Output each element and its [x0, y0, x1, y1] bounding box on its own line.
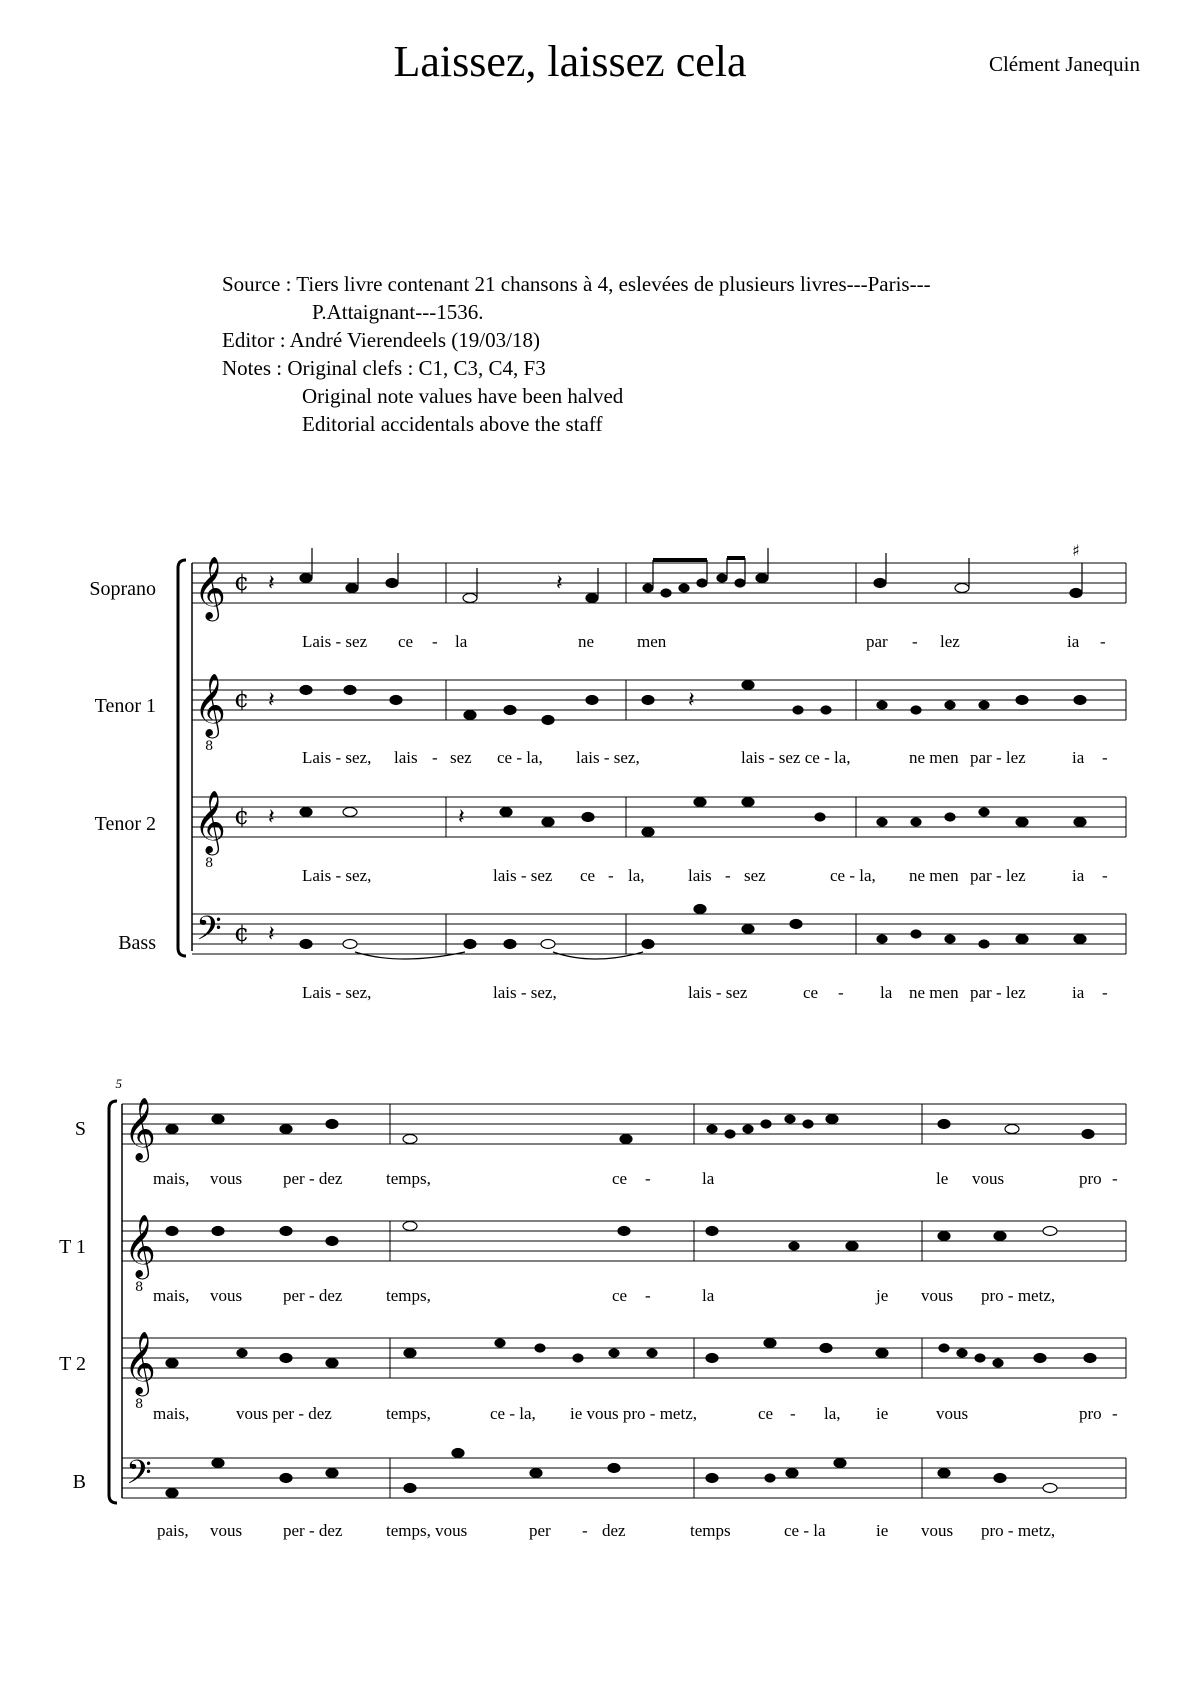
lyric: sez — [744, 866, 766, 885]
staff-lines-tenor1 — [192, 680, 1126, 720]
staff-label-bass: Bass — [118, 932, 156, 954]
lyric: temps — [690, 1521, 731, 1540]
lyric: temps, vous — [386, 1521, 468, 1540]
staff-label-t1: T 1 — [59, 1236, 86, 1258]
lyric: mais, — [153, 1286, 190, 1305]
source-line-2: P.Attaignant---1536. — [312, 300, 484, 324]
lyric: vous — [210, 1169, 243, 1188]
treble-clef-icon: 𝄞 — [124, 1097, 156, 1160]
lyric: - — [1102, 983, 1108, 1002]
lyric: temps, — [386, 1169, 431, 1188]
lyric: ce — [612, 1286, 628, 1305]
lyric: pais, — [157, 1521, 189, 1540]
notes-line-2: Original note values have been halved — [302, 384, 624, 408]
lyric: - — [1102, 748, 1108, 767]
staff-label-b: B — [72, 1471, 86, 1493]
lyric: ne — [578, 632, 595, 651]
composer-name: Clément Janequin — [988, 52, 1140, 76]
notes-tenor1-s1 — [268, 681, 1086, 725]
lyric: - — [432, 748, 438, 767]
lyric: lez — [940, 632, 960, 651]
lyric: la — [702, 1286, 715, 1305]
lyric: mais, — [153, 1169, 190, 1188]
measure-number: 5 — [115, 1076, 122, 1091]
cut-time-icon: ¢ — [234, 685, 250, 713]
lyric: ne men — [909, 983, 959, 1002]
lyric: per - dez — [283, 1286, 343, 1305]
staff-label-soprano: Soprano — [89, 578, 156, 600]
lyric: - — [1112, 1404, 1118, 1423]
treble-clef-icon: 𝄞 — [194, 556, 226, 619]
lyric: ia — [1072, 866, 1085, 885]
lyric: vous per - dez — [236, 1404, 332, 1423]
lyric: ce — [758, 1404, 774, 1423]
lyric: - — [1112, 1169, 1118, 1188]
rest-icon: 𝄽 — [556, 570, 563, 595]
lyric: Lais - sez, — [302, 748, 372, 767]
octave-mark: 8 — [205, 739, 214, 754]
lyric: - — [1102, 866, 1108, 885]
cut-time-icon: ¢ — [234, 919, 250, 947]
clefs-s2 — [124, 1097, 156, 1500]
lyric: - — [645, 1286, 651, 1305]
staff-label-tenor1: Tenor 1 — [94, 695, 156, 717]
system-2 — [109, 1101, 1126, 1503]
lyric: Lais - sez, — [302, 983, 372, 1002]
staff-label-t2: T 2 — [59, 1353, 86, 1375]
bass-clef-icon: 𝄢 — [126, 1454, 152, 1500]
lyric: Lais - sez — [302, 632, 368, 651]
lyric: - — [432, 632, 438, 651]
lyric: vous — [972, 1169, 1005, 1188]
lyric: temps, — [386, 1286, 431, 1305]
lyric: la — [880, 983, 893, 1002]
rest-icon: 𝄽 — [268, 921, 275, 946]
editor-line: Editor : André Vierendeels (19/03/18) — [222, 328, 540, 352]
lyric: men — [637, 632, 667, 651]
lyric: ne men — [909, 866, 959, 885]
notes-line-3: Editorial accidentals above the staff — [302, 412, 603, 436]
lyric: pro — [1079, 1169, 1102, 1188]
system-bracket — [178, 560, 186, 956]
staff-label-tenor2: Tenor 2 — [94, 813, 156, 835]
lyric: lais — [394, 748, 418, 767]
treble-clef-icon: 𝄞 — [194, 790, 226, 853]
lyric: lais — [688, 866, 712, 885]
barlines-s1 — [446, 563, 1126, 954]
octave-mark: 8 — [135, 1280, 144, 1295]
lyric: - — [582, 1521, 588, 1540]
lyric: ie — [876, 1521, 889, 1540]
lyric: je — [876, 1286, 889, 1305]
lyric: lais - sez — [688, 983, 748, 1002]
lyric: per - dez — [283, 1169, 343, 1188]
octave-mark: 8 — [135, 1397, 144, 1412]
page-title: Laissez, laissez cela — [393, 37, 747, 86]
bass-clef-icon: 𝄢 — [196, 910, 222, 956]
lyric: sez — [450, 748, 472, 767]
staff-lines-tenor2 — [192, 797, 1126, 837]
lyric: ce - la, — [830, 866, 876, 885]
lyric: vous — [921, 1286, 954, 1305]
lyric: ce — [580, 866, 596, 885]
treble-clef-icon: 𝄞 — [194, 673, 226, 736]
lyric: - — [838, 983, 844, 1002]
lyric: mais, — [153, 1404, 190, 1423]
lyric: - — [608, 866, 614, 885]
rest-icon: 𝄽 — [268, 687, 275, 712]
lyric: per — [529, 1521, 551, 1540]
lyric: ce - la, — [490, 1404, 536, 1423]
lyric: vous — [210, 1286, 243, 1305]
rest-icon: 𝄽 — [268, 570, 275, 595]
system-bracket — [109, 1101, 117, 1503]
lyric: par - lez — [970, 748, 1026, 767]
lyric: par — [866, 632, 888, 651]
lyric: ce - la — [784, 1521, 826, 1540]
lyric: ie vous pro - metz, — [570, 1404, 697, 1423]
lyric: pro - metz, — [981, 1521, 1056, 1540]
lyric: - — [790, 1404, 796, 1423]
notes-bass-s1 — [268, 905, 1086, 960]
lyric: la, — [628, 866, 645, 885]
notes-soprano-s1 — [268, 548, 1082, 603]
lyric: le — [936, 1169, 949, 1188]
lyric: lais - sez ce - la, — [741, 748, 851, 767]
lyric: ce — [612, 1169, 628, 1188]
lyric: ce — [803, 983, 819, 1002]
lyric: vous — [936, 1404, 969, 1423]
lyric: dez — [602, 1521, 626, 1540]
staff-lines-b — [122, 1458, 1126, 1498]
lyric: - — [725, 866, 731, 885]
lyric: la — [702, 1169, 715, 1188]
barlines-s2 — [390, 1104, 1126, 1498]
lyric: vous — [210, 1521, 243, 1540]
cut-time-icon: ¢ — [234, 568, 250, 596]
lyric: ia — [1067, 632, 1080, 651]
lyric: pro — [1079, 1404, 1102, 1423]
sharp-icon: ♯ — [1072, 541, 1080, 560]
octave-mark: 8 — [205, 856, 214, 871]
lyric: Lais - sez, — [302, 866, 372, 885]
lyric: lais - sez, — [576, 748, 640, 767]
lyric: ie — [876, 1404, 889, 1423]
lyric: la, — [824, 1404, 841, 1423]
cut-time-icon: ¢ — [234, 802, 250, 830]
lyric: per - dez — [283, 1521, 343, 1540]
lyric: - — [1100, 632, 1106, 651]
treble-clef-icon: 𝄞 — [124, 1214, 156, 1277]
lyric: par - lez — [970, 983, 1026, 1002]
lyric: vous — [921, 1521, 954, 1540]
lyric: lais - sez, — [493, 983, 557, 1002]
staff-label-s: S — [74, 1118, 86, 1140]
lyric: - — [912, 632, 918, 651]
system-1 — [178, 560, 1126, 956]
lyric: temps, — [386, 1404, 431, 1423]
notes-s2 — [166, 1115, 1096, 1498]
treble-clef-icon: 𝄞 — [124, 1331, 156, 1394]
lyric: ia — [1072, 748, 1085, 767]
lyric: lais - sez — [493, 866, 553, 885]
lyric: pro - metz, — [981, 1286, 1056, 1305]
lyric: par - lez — [970, 866, 1026, 885]
rest-icon: 𝄽 — [688, 687, 695, 712]
lyric: ce - la, — [497, 748, 543, 767]
source-line-1: Source : Tiers livre contenant 21 chansons à 4, eslevées de plusieurs livres---Paris--- — [222, 272, 931, 296]
lyric: la — [455, 632, 468, 651]
staff-lines-soprano — [192, 563, 1126, 603]
lyric: ia — [1072, 983, 1085, 1002]
notes-line-1: Notes : Original clefs : C1, C3, C4, F3 — [222, 356, 546, 380]
lyric: ce — [398, 632, 414, 651]
lyric: ne men — [909, 748, 959, 767]
rest-icon: 𝄽 — [458, 804, 465, 829]
lyric: - — [645, 1169, 651, 1188]
rest-icon: 𝄽 — [268, 804, 275, 829]
